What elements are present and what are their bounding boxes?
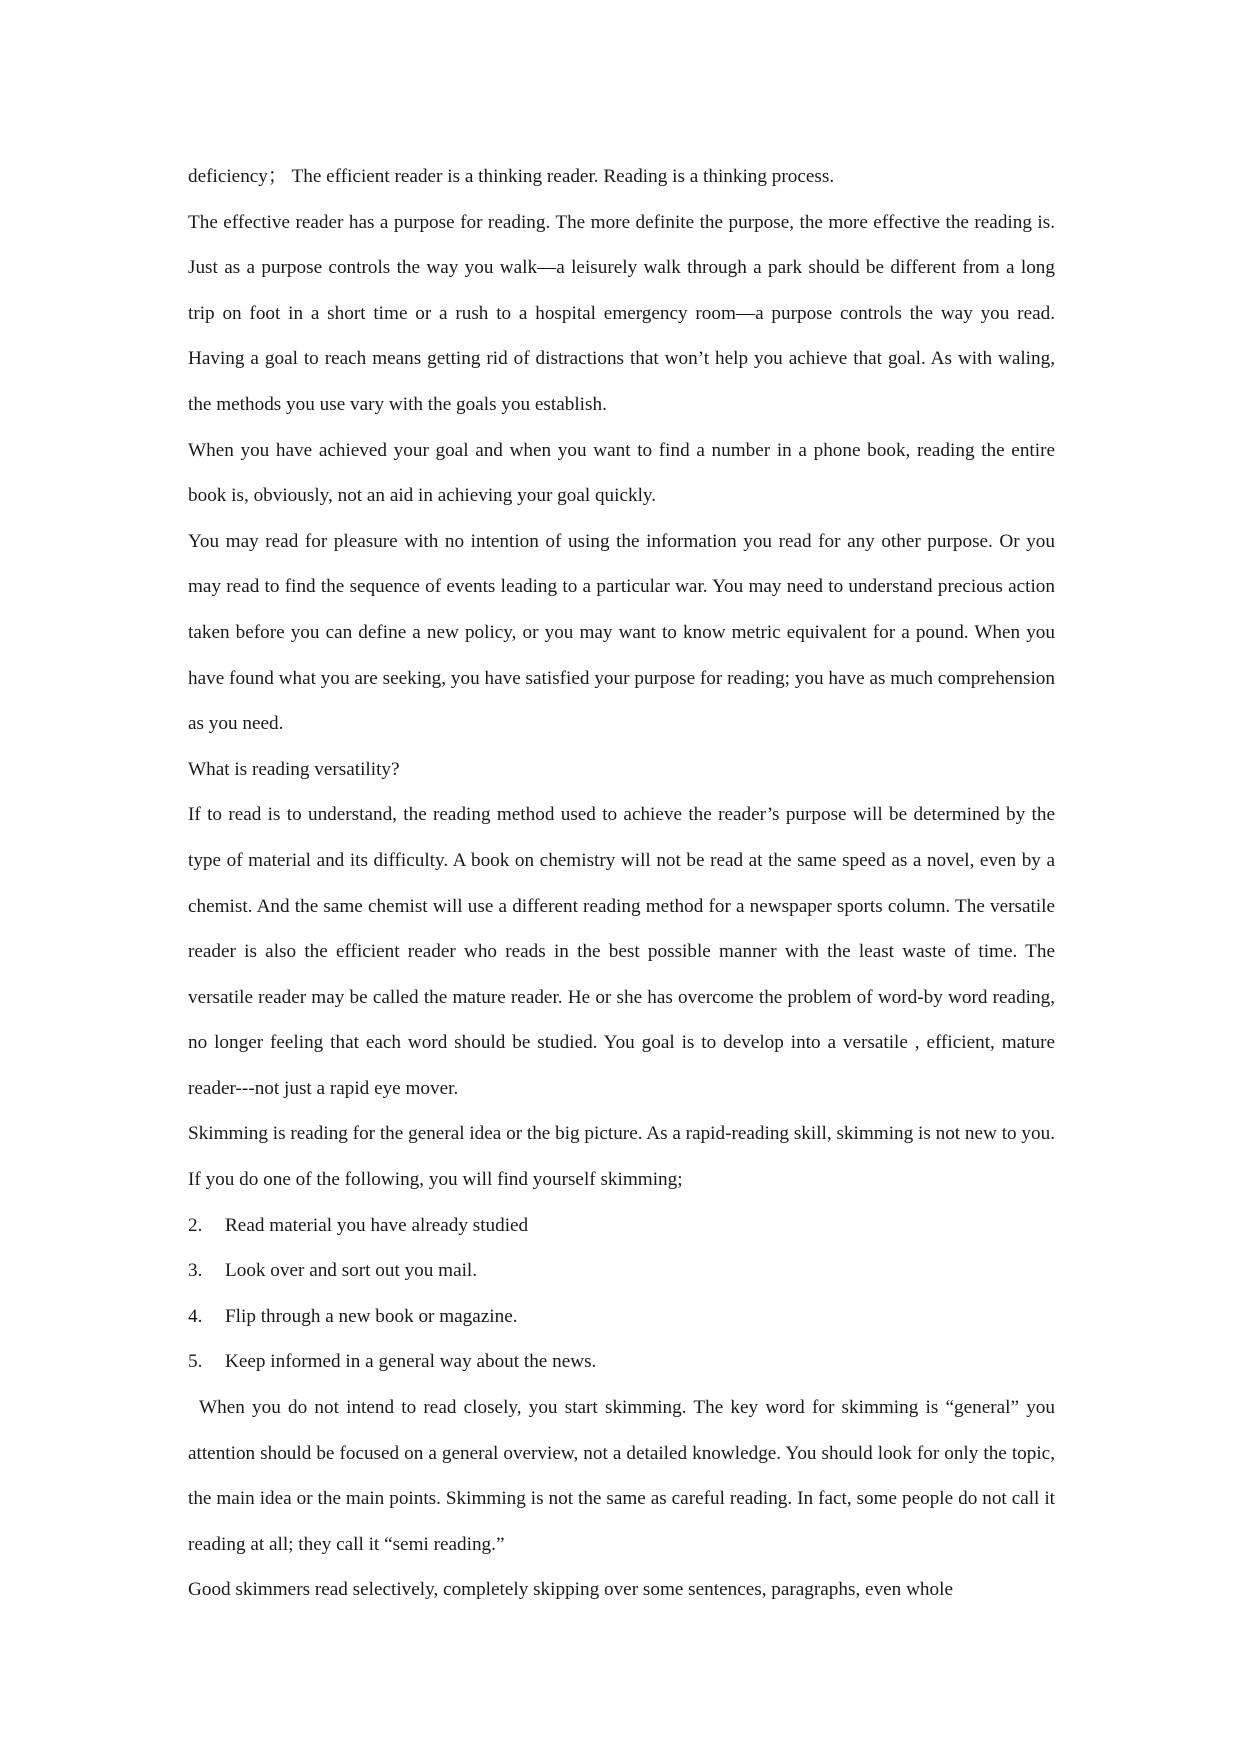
list-item-number: 3. — [188, 1260, 203, 1282]
list-item-text: Keep informed in a general way about the news. — [225, 1351, 597, 1373]
list-item-text: Read material you have already studied — [225, 1214, 529, 1236]
list-item — [188, 1294, 1055, 1340]
list-item-number: 2. — [188, 1214, 203, 1236]
list-item — [188, 1248, 1055, 1294]
list-item-number: 4. — [188, 1305, 203, 1327]
list-item-text: Look over and sort out you mail. — [225, 1260, 478, 1282]
list-item — [188, 1339, 1055, 1385]
list-item — [188, 1203, 1055, 1249]
paragraph-phone-book: When you have achieved your goal and when you want to find a number in a phone book, reading the entire book is, obviously, not an aid in achieving your goal quickly. — [188, 439, 1055, 507]
paragraph-pleasure: You may read for pleasure with no intention of using the information you read for any other purpose. Or you may read to find the sequence of events leading to a particular war. You may need to understand precious action taken before you can define a new policy, or you may want to know metric equivalent for a pound. When you have found what you are seeking, you have satisfied your purpose for reading; you have as much comprehension as you need. — [188, 530, 1055, 735]
list-item-text: Flip through a new book or magazine. — [225, 1305, 518, 1327]
paragraph-versatility: If to read is to understand, the reading method used to achieve the reader’s purpose will be determined by the type of material and its difficulty. A book on chemistry will not be read at the same speed as a novel, even by a chemist. And the same chemist will use a different reading method for a newspaper sports column. The versatile reader is also the efficient reader who reads in the best possible manner with the least waste of time. The versatile reader may be called the mature reader. He or she has overcome the problem of word-by word reading, no longer feeling that each word should be studied. You goal is to develop into a versatile , efficient, mature reader---not just a rapid eye mover. — [188, 804, 1055, 1099]
heading-reading-versatility: What is reading versatility? — [188, 758, 400, 780]
paragraph-purpose: The effective reader has a purpose for reading. The more definite the purpose, the more effective the reading is. Just as a purpose controls the way you walk—a leisurely walk through a park should be different from a long trip on foot in a short time or a rush to a hospital emergency room—a purpose controls the way you read. Having a goal to reach means getting rid of distractions that won’t help you achieve that goal. As with waling, the methods you use vary with the goals you establish. — [188, 211, 1055, 415]
list-item-number: 5. — [188, 1351, 203, 1373]
paragraph-good-skimmers: Good skimmers read selectively, completely skipping over some sentences, paragraphs, even whole — [188, 1579, 953, 1601]
document-page — [188, 154, 1055, 1613]
paragraph-thinking-reader: deficiency； The efficient reader is a thinking reader. Reading is a thinking process. — [188, 166, 835, 187]
paragraph-skimming-general: When you do not intend to read closely, you start skimming. The key word for skimming is “general” you attention should be focused on a general overview, not a detailed knowledge. You should look for only the topic, the main idea or the main points. Skimming is not the same as careful reading. In fact, some people do not call it reading at all; they call it “semi reading.” — [188, 1397, 1055, 1555]
paragraph-skimming-intro: Skimming is reading for the general idea or the big picture. As a rapid-reading skill, skimming is not new to you. If you do one of the following, you will find yourself skimming; — [188, 1123, 1055, 1191]
